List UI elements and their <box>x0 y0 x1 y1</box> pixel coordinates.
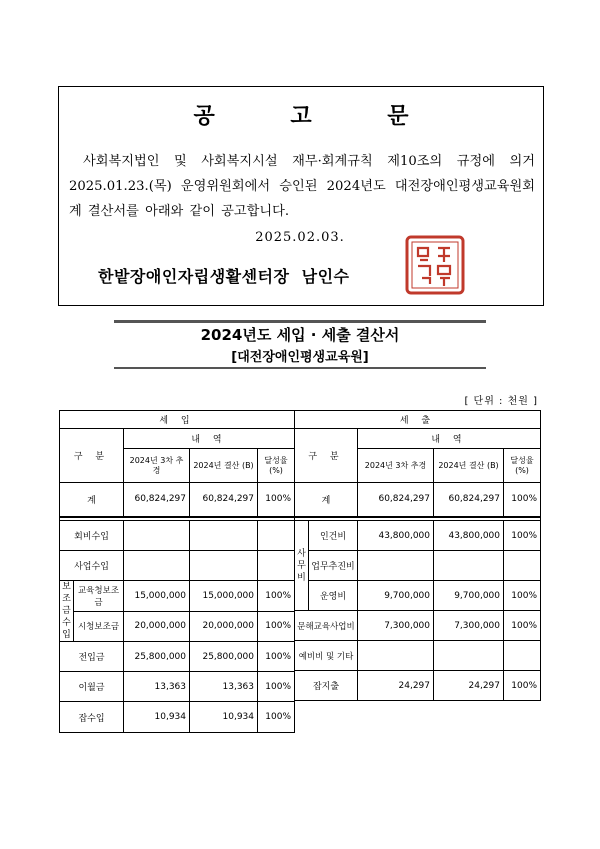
notice-title: 공 고 문 <box>193 103 443 129</box>
expense-col-detail: 내 역 <box>358 429 541 449</box>
revenue-total-budget: 60,824,297 <box>124 483 190 517</box>
revenue-section-header: 세 입 <box>60 411 295 429</box>
notice-date: 2025.02.03. <box>255 230 345 245</box>
expense-table <box>294 410 541 701</box>
revenue-row-rate: 100% <box>258 581 295 612</box>
table-row <box>60 521 295 551</box>
table-row <box>60 642 295 672</box>
table-row <box>60 581 295 612</box>
revenue-row-label: 시청보조금 <box>74 611 124 642</box>
revenue-row-rate <box>258 551 295 581</box>
official-seal-icon <box>404 234 466 296</box>
notice-signer: 한밭장애인자립생활센터장 남인수 <box>98 267 350 286</box>
revenue-total-row <box>60 483 295 517</box>
revenue-table <box>59 410 295 733</box>
revenue-total-label: 계 <box>60 483 124 517</box>
expense-row-budget: 7,300,000 <box>358 611 434 641</box>
revenue-col-detail: 내 역 <box>124 429 295 449</box>
revenue-row-budget: 20,000,000 <box>124 611 190 642</box>
expense-row-rate: 100% <box>504 671 541 701</box>
revenue-row-rate: 100% <box>258 642 295 672</box>
table-row <box>295 671 541 701</box>
revenue-row-settle: 25,800,000 <box>190 642 258 672</box>
revenue-row-budget: 13,363 <box>124 672 190 702</box>
revenue-row-label: 사업수입 <box>60 551 124 581</box>
revenue-row-rate <box>258 521 295 551</box>
revenue-row-budget: 25,800,000 <box>124 642 190 672</box>
revenue-row-settle: 13,363 <box>190 672 258 702</box>
expense-section-header: 세 출 <box>295 411 541 429</box>
expense-row-rate: 100% <box>504 581 541 611</box>
expense-row-budget <box>358 641 434 671</box>
revenue-row-label: 전입금 <box>60 642 124 672</box>
revenue-row-settle: 15,000,000 <box>190 581 258 612</box>
table-row <box>60 551 295 581</box>
expense-row-rate: 100% <box>504 521 541 551</box>
expense-row-label: 예비비 및 기타 <box>295 641 358 671</box>
expense-row-rate <box>504 551 541 581</box>
expense-row-settle: 43,800,000 <box>434 521 504 551</box>
revenue-row-budget <box>124 551 190 581</box>
title-rule-top <box>114 320 486 323</box>
expense-row-label: 인건비 <box>309 521 358 551</box>
table-row <box>60 611 295 642</box>
expense-row-budget: 43,800,000 <box>358 521 434 551</box>
revenue-total-settle: 60,824,297 <box>190 483 258 517</box>
expense-row-rate <box>504 641 541 671</box>
expense-col-settle: 2024년 결산 (B) <box>434 449 504 483</box>
unit-label: [ 단위 : 천원 ] <box>464 396 538 407</box>
revenue-total-rate: 100% <box>258 483 295 517</box>
expense-col-budget: 2024년 3차 추경 <box>358 449 434 483</box>
table-row <box>295 581 541 611</box>
revenue-row-settle <box>190 551 258 581</box>
expense-total-row <box>295 483 541 517</box>
revenue-row-budget <box>124 521 190 551</box>
expense-row-rate: 100% <box>504 611 541 641</box>
revenue-row-budget: 10,934 <box>124 702 190 733</box>
expense-row-settle: 9,700,000 <box>434 581 504 611</box>
expense-row-settle <box>434 641 504 671</box>
revenue-row-label: 교육청보조금 <box>74 581 124 612</box>
revenue-col-budget: 2024년 3차 추경 <box>124 449 190 483</box>
expense-row-settle: 24,297 <box>434 671 504 701</box>
table-row <box>295 521 541 551</box>
revenue-row-rate: 100% <box>258 702 295 733</box>
revenue-row-rate: 100% <box>258 672 295 702</box>
settlement-title: 2024년도 세입 · 세출 결산서 <box>200 326 400 344</box>
expense-row-label: 잡지출 <box>295 671 358 701</box>
revenue-col-category: 구 분 <box>60 429 124 483</box>
expense-total-budget: 60,824,297 <box>358 483 434 517</box>
expense-row-label: 업무추진비 <box>309 551 358 581</box>
revenue-row-label: 잡수입 <box>60 702 124 733</box>
revenue-row-label: 회비수입 <box>60 521 124 551</box>
revenue-col-rate: 달성율 (%) <box>258 449 295 483</box>
revenue-row-rate: 100% <box>258 611 295 642</box>
revenue-group-subsidy: 보조금수입 <box>60 581 74 642</box>
settlement-subtitle: [대전장애인평생교육원] <box>231 350 369 365</box>
table-row <box>295 551 541 581</box>
expense-col-category: 구 분 <box>295 429 358 483</box>
table-row <box>295 611 541 641</box>
revenue-row-budget: 15,000,000 <box>124 581 190 612</box>
expense-row-label: 문해교육사업비 <box>295 611 358 641</box>
expense-row-settle: 7,300,000 <box>434 611 504 641</box>
expense-total-settle: 60,824,297 <box>434 483 504 517</box>
notice-body: 사회복지법인 및 사회복지시설 재무·회계규칙 제10조의 규정에 의거 2025.01.23.(목) 운영위원회에서 승인된 2024년도 대전장애인평생교육원회계 결산서를 아래와 같이 공고합니다. <box>69 154 535 219</box>
expense-row-label: 운영비 <box>309 581 358 611</box>
expense-row-settle <box>434 551 504 581</box>
expense-row-budget <box>358 551 434 581</box>
revenue-row-label: 이월금 <box>60 672 124 702</box>
table-row <box>295 641 541 671</box>
revenue-col-settle: 2024년 결산 (B) <box>190 449 258 483</box>
title-rule-bottom <box>114 367 486 369</box>
expense-total-label: 계 <box>295 483 358 517</box>
expense-row-budget: 24,297 <box>358 671 434 701</box>
revenue-row-settle <box>190 521 258 551</box>
table-row <box>60 702 295 733</box>
revenue-row-settle: 20,000,000 <box>190 611 258 642</box>
table-row <box>60 672 295 702</box>
expense-group-office: 사무비 <box>295 521 309 611</box>
expense-total-rate: 100% <box>504 483 541 517</box>
expense-col-rate: 달성율 (%) <box>504 449 541 483</box>
expense-row-budget: 9,700,000 <box>358 581 434 611</box>
revenue-row-settle: 10,934 <box>190 702 258 733</box>
